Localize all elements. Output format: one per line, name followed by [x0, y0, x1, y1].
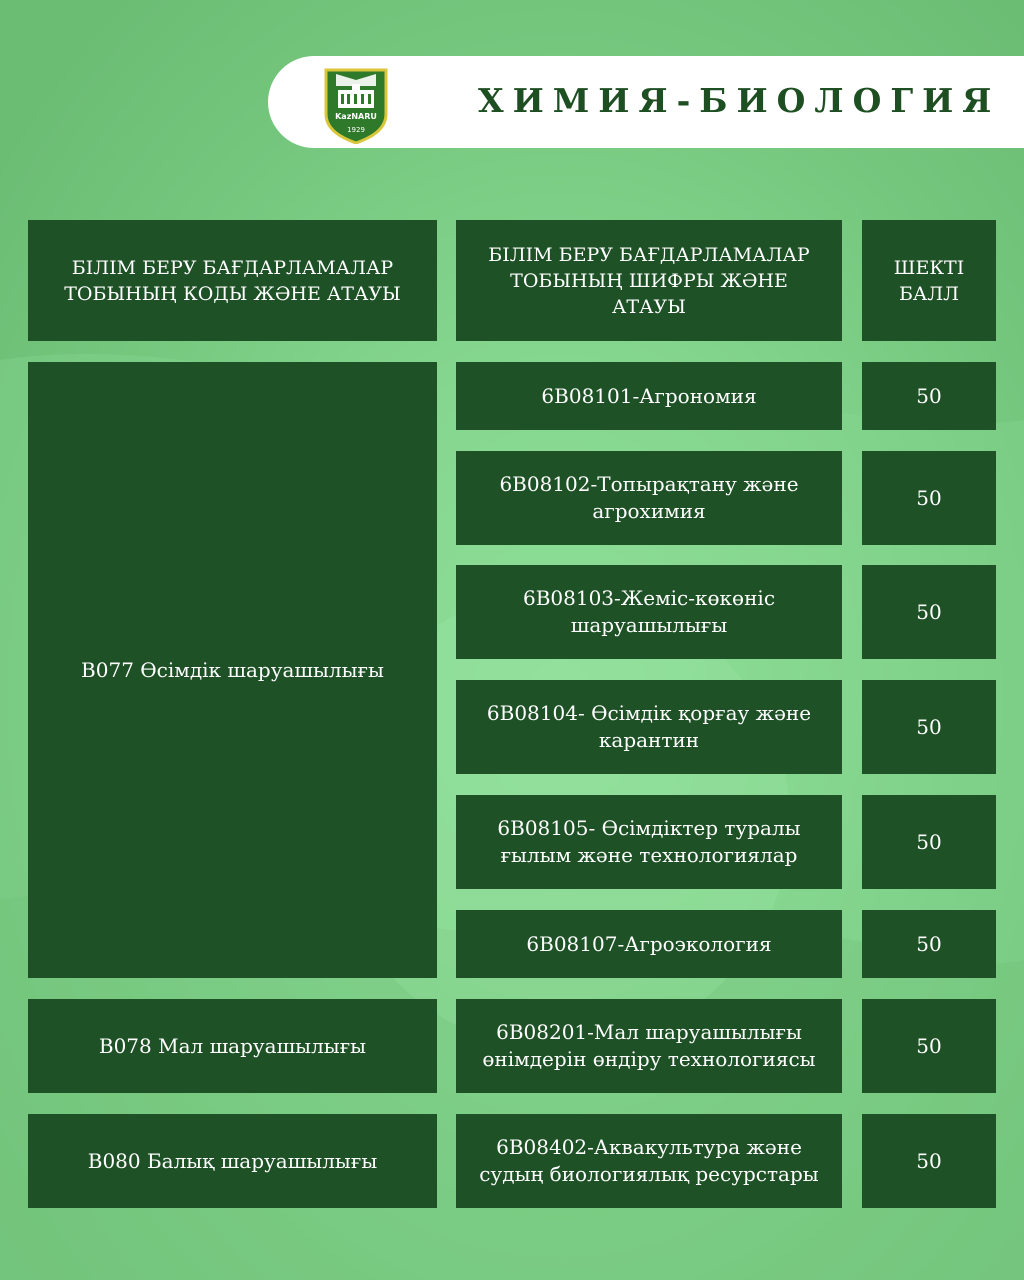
- score-cell: 50: [862, 362, 996, 430]
- program-cell: 6В08102-Топырақтану және агрохимия: [456, 451, 842, 545]
- score-cell: 50: [862, 910, 996, 978]
- score-cell: 50: [862, 565, 996, 659]
- program-cell: 6В08107-Агроэкология: [456, 910, 842, 978]
- program-cell: 6В08402-Аквакультура және судың биологиялық ресурстары: [456, 1114, 842, 1208]
- program-cell: 6В08103-Жеміс-көкөніс шаруашылығы: [456, 565, 842, 659]
- score-cell: 50: [862, 1114, 996, 1208]
- column-header-program: БІЛІМ БЕРУ БАҒДАРЛАМАЛАР ТОБЫНЫҢ ШИФРЫ ЖӘНЕ АТАУЫ: [456, 220, 842, 341]
- program-cell: 6В08104- Өсімдік қорғау және карантин: [456, 680, 842, 774]
- university-crest-icon: [322, 64, 390, 144]
- column-header-score: ШЕКТІ БАЛЛ: [862, 220, 996, 341]
- logo-text: KazNARU: [335, 112, 377, 121]
- program-cell: 6В08201-Мал шаруашылығы өнімдерін өндіру технологиясы: [456, 999, 842, 1093]
- program-cell: 6В08105- Өсімдіктер туралы ғылым және технологиялар: [456, 795, 842, 889]
- score-cell: 50: [862, 451, 996, 545]
- group-cell: В077 Өсімдік шаруашылығы: [28, 362, 437, 978]
- program-cell: 6В08101-Агрономия: [456, 362, 842, 430]
- page-title: ХИМИЯ-БИОЛОГИЯ: [478, 81, 1001, 120]
- group-cell: В080 Балық шаруашылығы: [28, 1114, 437, 1208]
- score-cell: 50: [862, 795, 996, 889]
- score-cell: 50: [862, 680, 996, 774]
- group-cell: В078 Мал шаруашылығы: [28, 999, 437, 1093]
- column-header-group: БІЛІМ БЕРУ БАҒДАРЛАМАЛАР ТОБЫНЫҢ КОДЫ ЖӘНЕ АТАУЫ: [28, 220, 437, 341]
- score-cell: 50: [862, 999, 996, 1093]
- logo-year: 1929: [347, 126, 365, 134]
